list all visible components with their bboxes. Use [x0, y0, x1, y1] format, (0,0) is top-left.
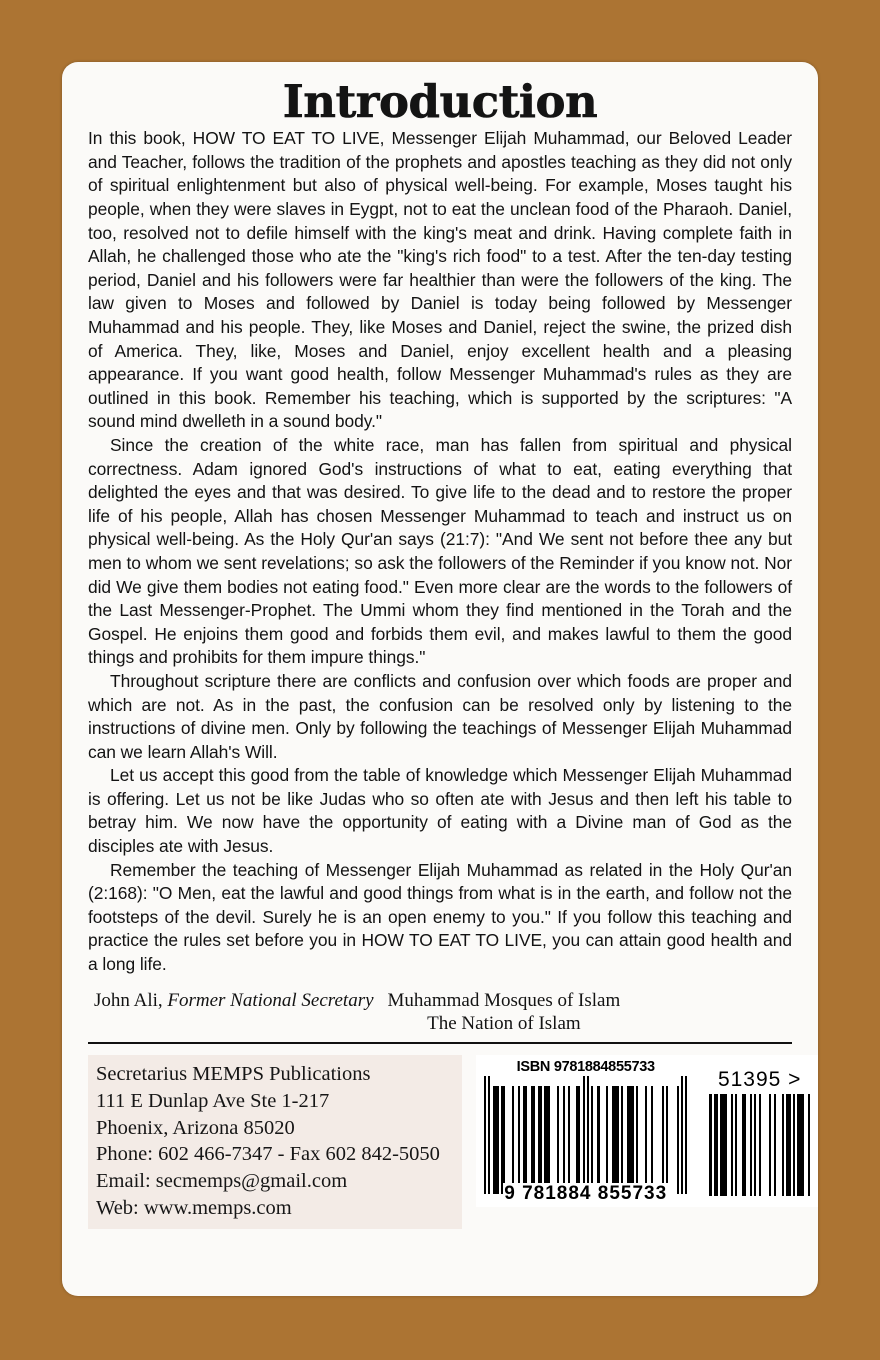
- publisher-phone: Phone: 602 466-7347 - Fax 602 842-5050: [96, 1143, 440, 1166]
- signature-block: [62, 989, 818, 1035]
- publisher-info-block: [88, 1055, 462, 1229]
- org-line-2: The Nation of Islam: [427, 1012, 581, 1034]
- publisher-name: Secretarius MEMPS Publications: [96, 1063, 371, 1086]
- price-addon-bars: [709, 1094, 810, 1196]
- introduction-body: [62, 127, 818, 976]
- paragraph-4: Let us accept this good from the table of knowledge which Messenger Elijah Muhammad is offering. Let us not be like Judas who so often ate with Jesus and then left his table to betray him. We now have the opportunity of eating with a Divine man of God as the disciples ate with Jesus.: [88, 765, 792, 857]
- price-addon-barcode: [709, 1059, 810, 1196]
- paragraph-5: Remember the teaching of Messenger Elijah Muhammad as related in the Holy Qur'an (2:168): "O Men, eat the lawful and good things from what is in the earth, and follow not the footsteps of the devil. Surely he is an open enemy to you." If you follow this teaching and practice the rules set before you in HOW TO EAT TO LIVE, you can attain good health and a long life.: [88, 859, 792, 975]
- paragraph-2: Since the creation of the white race, man has fallen from spiritual and physical correctness. Adam ignored God's instructions of what to eat, eating everything that delighted the eyes and that was desired. To give life to the dead and to restore the proper life of his people, Allah has chosen Messenger Muhammad to teach and instruct us on physical well-being. As the Holy Qur'an says (21:7): "And We sent not before thee any but men to whom we sent revelations; so ask the followers of the Reminder if you know not. Nor did We give them bodies not eating food." Even more clear are the words to the followers of the Last Messenger-Prophet. The Ummi whom they find mentioned in the Torah and the Gospel. He enjoins them good and forbids them evil, and makes lawful to them the good things and prohibits for them impure things.": [88, 434, 792, 668]
- paragraph-3: Throughout scripture there are conflicts and confusion over which foods are proper and which are not. As in the past, the confusion can be resolved only by listening to the instructions of divine men. Only by following the teachings of Messenger Elijah Muhammad can we learn Allah's Will.: [88, 670, 792, 762]
- page-title: Introduction: [282, 75, 598, 128]
- signature-organization: [388, 989, 621, 1035]
- ean13-barcode: [484, 1059, 687, 1205]
- signature-name: John Ali,: [94, 989, 163, 1011]
- publisher-address-line-2: Phoenix, Arizona 85020: [96, 1116, 295, 1139]
- publisher-email: Email: secmemps@gmail.com: [96, 1170, 348, 1193]
- org-line-1: Muhammad Mosques of Islam: [387, 989, 621, 1011]
- barcode-bars: [484, 1076, 687, 1194]
- horizontal-divider: [88, 1042, 792, 1045]
- publisher-address-line-1: 111 E Dunlap Ave Ste 1-217: [96, 1090, 330, 1113]
- isbn-label: ISBN 9781884855733: [516, 1059, 655, 1076]
- paragraph-1: In this book, HOW TO EAT TO LIVE, Messenger Elijah Muhammad, our Beloved Leader and Teacher, follows the tradition of the prophets and apostles teaching as they did not only of spiritual enlightenment but also of physical well-being. For example, Moses taught his people, when they were slaves in Eygpt, not to eat the unclean food of the Pharaoh. Daniel, too, resolved not to defile himself with the king's meat and drink. Having complete faith in Allah, he challenged those who ate the "king's rich food" to a test. After the ten-day testing period, Daniel and his followers were far healthier than were the followers of the king. The law given to Moses and followed by Daniel is today being followed by Messenger Muhammad and his people. They, like Moses and Daniel, reject the swine, the prized dish of America. They, like, Moses and Daniel, enjoy excellent health and a pleasing appearance. If you want good health, follow Messenger Muhammad's rules as they are outlined in this book. Remember his teaching, which is supported by the scriptures: "A sound mind dwelleth in a sound body.": [88, 128, 792, 432]
- barcode-human-digits: 9 781884 855733: [504, 1183, 668, 1205]
- signature-author: [88, 989, 374, 1012]
- cover-white-panel: [62, 62, 818, 1296]
- signature-role: Former National Secretary: [167, 989, 374, 1011]
- price-addon-value: 51395 >: [717, 1068, 802, 1092]
- cover-footer: [62, 1055, 818, 1229]
- publisher-website: Web: www.memps.com: [96, 1196, 292, 1219]
- barcode-block: [476, 1055, 818, 1207]
